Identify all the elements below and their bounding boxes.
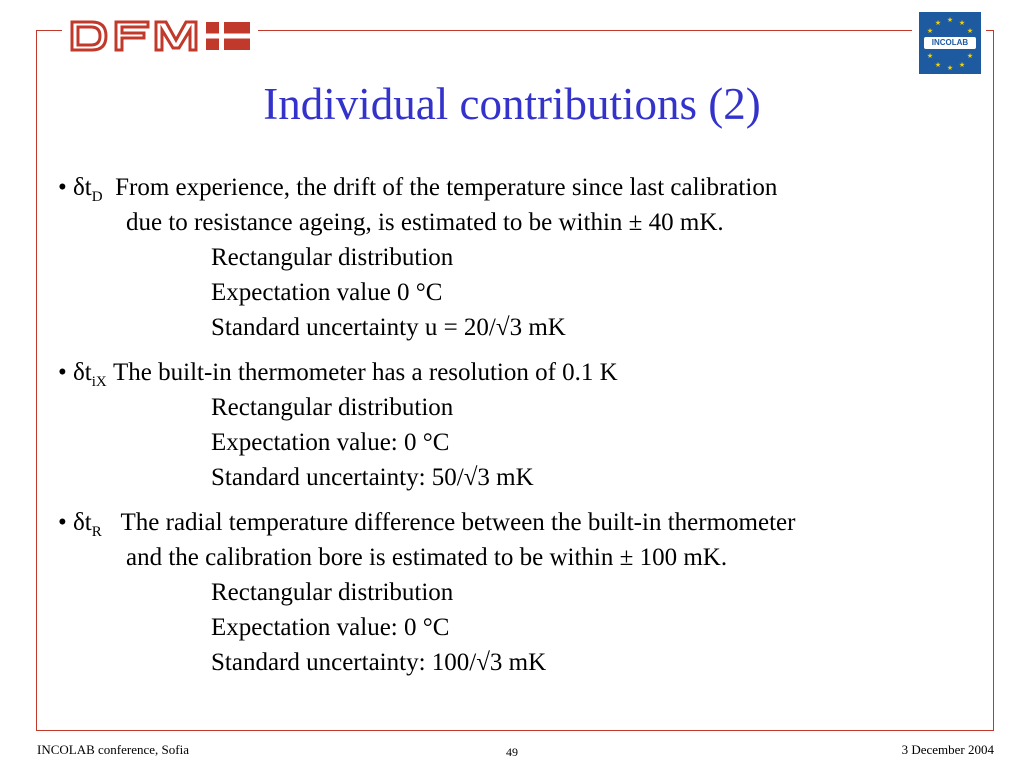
item-text: The radial temperature difference between the built-in thermometer bbox=[120, 509, 796, 536]
dfm-logo bbox=[66, 12, 256, 56]
svg-text:★: ★ bbox=[946, 16, 954, 24]
footer-date: 3 December 2004 bbox=[901, 742, 994, 757]
item-text-continued: due to resistance ageing, is estimated to be within ± 40 mK. bbox=[126, 209, 724, 236]
svg-text:★: ★ bbox=[946, 64, 954, 72]
bullet-item: • $\delta t_{iX}$ The built-in thermometer has a resolution of 0.1 K bbox=[58, 359, 618, 390]
detail-line: Rectangular distribution bbox=[211, 394, 454, 421]
symbol: $\delta t_R$ bbox=[73, 509, 102, 540]
detail-line: Expectation value: 0 °C bbox=[211, 429, 450, 456]
item-text: The built-in thermometer has a resolution of 0.1 K bbox=[113, 359, 618, 386]
bullet-item: • $\delta t_D$ From experience, the drift of the temperature since last calibration bbox=[58, 174, 778, 205]
symbol: $\delta t_{iX}$ bbox=[73, 359, 107, 390]
svg-text:★: ★ bbox=[966, 27, 974, 35]
svg-text:★: ★ bbox=[958, 19, 966, 27]
footer-conference: INCOLAB conference, Sofia bbox=[37, 742, 189, 757]
detail-line: Rectangular distribution bbox=[211, 244, 454, 271]
detail-line: Expectation value 0 °C bbox=[211, 279, 443, 306]
symbol: $\delta t_D$ bbox=[73, 174, 103, 205]
detail-line: Expectation value: 0 °C bbox=[211, 614, 450, 641]
bullet-item: • $\delta t_R$ The radial temperature difference between the built-in thermometer bbox=[58, 509, 796, 540]
svg-text:★: ★ bbox=[934, 19, 942, 27]
svg-text:★: ★ bbox=[926, 52, 934, 60]
item-text-continued: and the calibration bore is estimated to be within ± 100 mK. bbox=[126, 544, 728, 571]
svg-text:★: ★ bbox=[926, 27, 934, 35]
detail-line: Standard uncertainty: 50/√3 mK bbox=[211, 464, 534, 491]
slide-body bbox=[58, 170, 958, 680]
svg-text:★: ★ bbox=[934, 61, 942, 69]
detail-line: Standard uncertainty u = 20/√3 mK bbox=[211, 314, 566, 341]
item-text: From experience, the drift of the temperature since last calibration bbox=[115, 174, 778, 201]
detail-line: Rectangular distribution bbox=[211, 579, 454, 606]
incolab-logo bbox=[919, 12, 981, 74]
svg-text:★: ★ bbox=[966, 52, 974, 60]
detail-line: Standard uncertainty: 100/√3 mK bbox=[211, 649, 547, 676]
page-number: 49 bbox=[506, 745, 518, 759]
slide-title: Individual contributions (2) bbox=[263, 79, 761, 129]
svg-text:★: ★ bbox=[958, 61, 966, 69]
incolab-label: INCOLAB bbox=[924, 37, 976, 49]
